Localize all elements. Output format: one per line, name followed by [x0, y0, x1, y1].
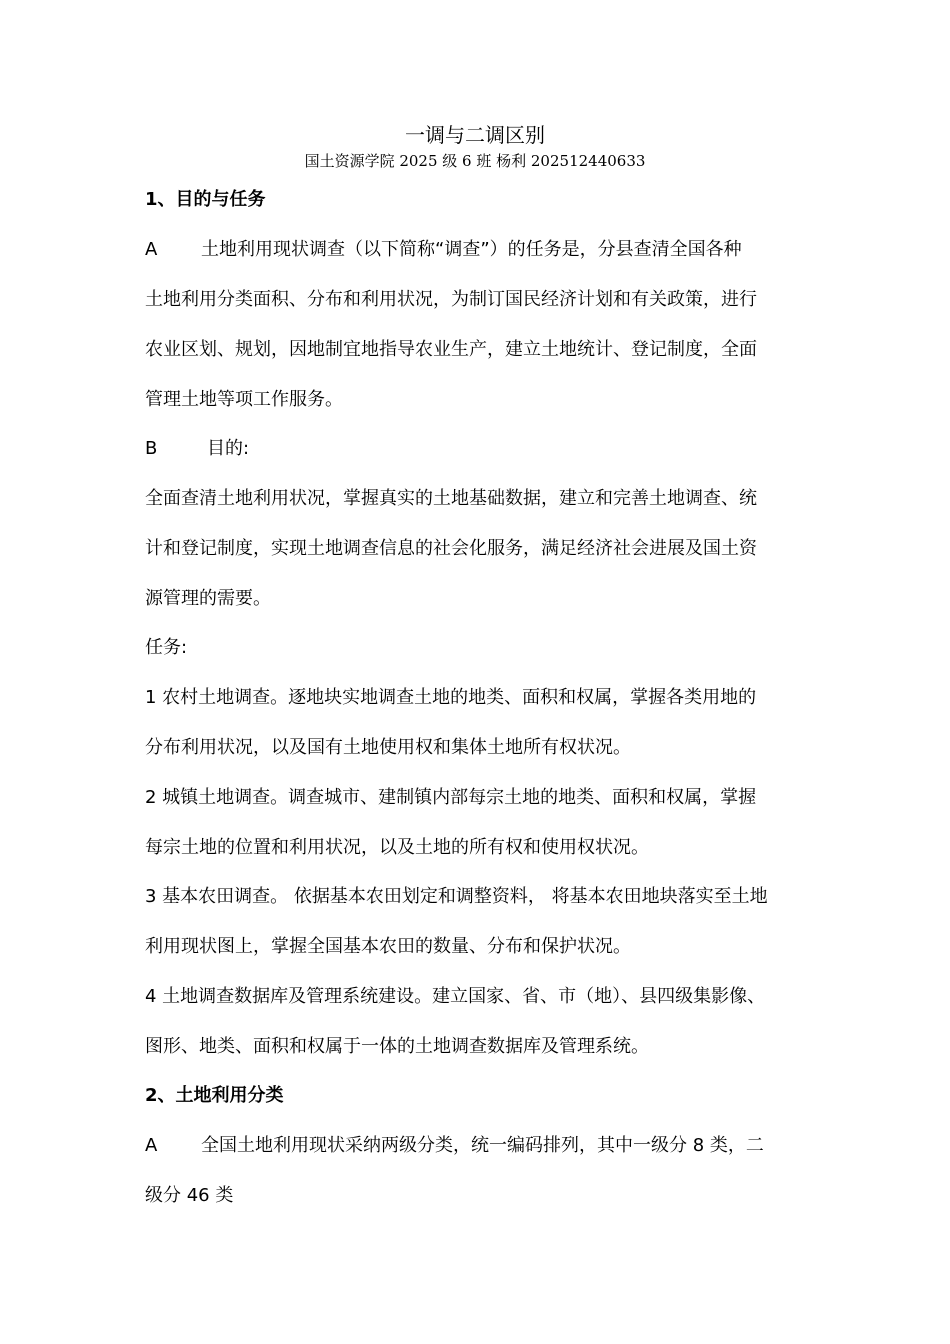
section1-b-text: 目的: — [207, 438, 250, 459]
section2-a-text: 全国土地利用现状采纳两级分类，统一编码排列，其中一级分 8 类，二 — [201, 1135, 764, 1156]
section2-a-paragraph-line — [145, 1134, 825, 1158]
section1-a-label: A — [145, 239, 158, 260]
section1-a-line: 管理土地等项工作服务。 — [145, 389, 343, 410]
task-line: 2 城镇土地调查。调查城市、建制镇内部每宗土地的地类、面积和权属，掌握 — [145, 787, 757, 808]
task-line: 利用现状图上，掌握全国基本农田的数量、分布和保护状况。 — [145, 936, 631, 957]
task-line: 3 基本农田调查。 依据基本农田划定和调整资料， 将基本农田地块落实至土地 — [145, 886, 768, 907]
section1-a-line: 农业区划、规划，因地制宜地指导农业生产，建立土地统计、登记制度，全面 — [145, 339, 757, 360]
task-line: 1 农村土地调查。逐地块实地调查土地的地类、面积和权属，掌握各类用地的 — [145, 687, 757, 708]
section1-a-line: 土地利用分类面积、分布和利用状况，为制订国民经济计划和有关政策，进行 — [145, 289, 757, 310]
section1-a-paragraph-line — [145, 238, 825, 262]
purpose-line: 源管理的需要。 — [145, 588, 271, 609]
section1-b-paragraph-line — [145, 437, 825, 461]
tasks-label: 任务: — [145, 637, 188, 658]
document-subtitle: 国土资源学院 2025 级 6 班 杨利 202512440633 — [304, 152, 646, 170]
section1-b-label: B — [145, 438, 158, 459]
section1-heading: 1、目的与任务 — [145, 189, 266, 210]
document-title: 一调与二调区别 — [405, 123, 545, 147]
section2-a-label: A — [145, 1135, 158, 1156]
purpose-line: 全面查清土地利用状况，掌握真实的土地基础数据，建立和完善土地调查、统 — [145, 488, 757, 509]
section1-a-text: 土地利用现状调查（以下简称“调查”）的任务是，分县查清全国各种 — [201, 239, 742, 260]
task-line: 4 土地调查数据库及管理系统建设。建立国家、省、市（地）、县四级集影像、 — [145, 986, 766, 1007]
section2-heading: 2、土地利用分类 — [145, 1085, 284, 1106]
section2-a-line: 级分 46 类 — [145, 1185, 234, 1206]
purpose-line: 计和登记制度，实现土地调查信息的社会化服务，满足经济社会进展及国土资 — [145, 538, 757, 559]
task-line: 分布利用状况，以及国有土地使用权和集体土地所有权状况。 — [145, 737, 631, 758]
task-line: 每宗土地的位置和利用状况，以及土地的所有权和使用权状况。 — [145, 837, 649, 858]
task-line: 图形、地类、面积和权属于一体的土地调查数据库及管理系统。 — [145, 1036, 649, 1057]
